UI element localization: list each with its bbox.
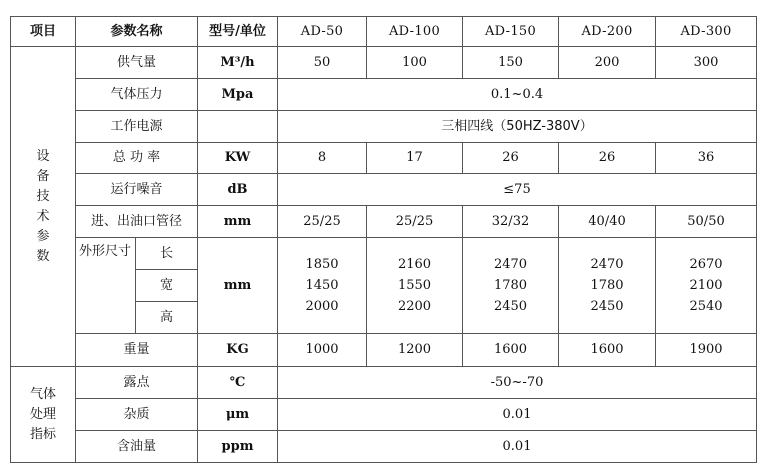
value-cell: 32/32	[463, 206, 559, 238]
value-cell: 1900	[656, 334, 757, 367]
equipment-section-label: 设 备 技 术 参 数	[11, 47, 76, 367]
table-row	[11, 79, 757, 111]
value-cell: 26	[559, 143, 656, 174]
header-param-name: 参数名称	[76, 17, 198, 47]
dimension-values: 2470 1780 2450	[559, 238, 656, 334]
unit-cell: KW	[198, 143, 278, 174]
value-cell-merged: 0.01	[278, 431, 757, 463]
header-model: AD-100	[367, 17, 463, 47]
value-cell: 200	[559, 47, 656, 79]
unit-cell	[198, 111, 278, 143]
param-name: 露点	[76, 367, 198, 399]
value-cell: 1600	[559, 334, 656, 367]
header-item: 项目	[11, 17, 76, 47]
header-model: AD-300	[656, 17, 757, 47]
value-cell: 100	[367, 47, 463, 79]
value-cell: 300	[656, 47, 757, 79]
value-cell: 26	[463, 143, 559, 174]
value-cell: 25/25	[367, 206, 463, 238]
dimension-sub-label: 长	[136, 238, 198, 270]
param-name: 重量	[76, 334, 198, 367]
dimension-values: 2470 1780 2450	[463, 238, 559, 334]
dimension-values: 1850 1450 2000	[278, 238, 367, 334]
param-name: 工作电源	[76, 111, 198, 143]
header-model: AD-200	[559, 17, 656, 47]
value-cell-merged: 三相四线（50HZ-380V）	[278, 111, 757, 143]
dimensions-label: 外形尺寸	[76, 238, 136, 334]
unit-cell: ppm	[198, 431, 278, 463]
param-name: 供气量	[76, 47, 198, 79]
dimension-values: 2670 2100 2540	[656, 238, 757, 334]
header-model: AD-50	[278, 17, 367, 47]
value-cell: 8	[278, 143, 367, 174]
value-cell: 150	[463, 47, 559, 79]
unit-cell: μm	[198, 399, 278, 431]
dimension-sub-label: 宽	[136, 270, 198, 302]
value-cell: 50	[278, 47, 367, 79]
table-row	[11, 111, 757, 143]
unit-cell: Mpa	[198, 79, 278, 111]
value-cell-merged: 0.1~0.4	[278, 79, 757, 111]
param-name: 进、出油口管径	[76, 206, 198, 238]
unit-cell: ℃	[198, 367, 278, 399]
table-row	[11, 367, 757, 399]
value-cell: 1000	[278, 334, 367, 367]
param-name: 杂质	[76, 399, 198, 431]
value-cell: 17	[367, 143, 463, 174]
unit-cell: mm	[198, 206, 278, 238]
table-row	[11, 206, 757, 238]
unit-cell: mm	[198, 238, 278, 334]
unit-cell: KG	[198, 334, 278, 367]
header-row	[11, 17, 757, 47]
header-model: AD-150	[463, 17, 559, 47]
value-cell-merged: 0.01	[278, 399, 757, 431]
param-name: 气体压力	[76, 79, 198, 111]
param-name: 运行噪音	[76, 174, 198, 206]
dimension-values: 2160 1550 2200	[367, 238, 463, 334]
table-row	[11, 399, 757, 431]
unit-cell: M³/h	[198, 47, 278, 79]
param-name: 含油量	[76, 431, 198, 463]
value-cell: 36	[656, 143, 757, 174]
spec-table	[10, 16, 757, 463]
table-row	[11, 143, 757, 174]
dimension-sub-label: 高	[136, 302, 198, 334]
value-cell: 40/40	[559, 206, 656, 238]
value-cell: 1200	[367, 334, 463, 367]
table-row	[11, 431, 757, 463]
value-cell-merged: -50~-70	[278, 367, 757, 399]
param-name: 总 功 率	[76, 143, 198, 174]
header-unit: 型号/单位	[198, 17, 278, 47]
table-row	[11, 334, 757, 367]
value-cell: 1600	[463, 334, 559, 367]
gas-section-label: 气体 处理 指标	[11, 367, 76, 463]
value-cell: 50/50	[656, 206, 757, 238]
value-cell: 25/25	[278, 206, 367, 238]
value-cell-merged: ≤75	[278, 174, 757, 206]
table-row	[11, 47, 757, 79]
table-row	[11, 238, 757, 270]
unit-cell: dB	[198, 174, 278, 206]
table-row	[11, 174, 757, 206]
